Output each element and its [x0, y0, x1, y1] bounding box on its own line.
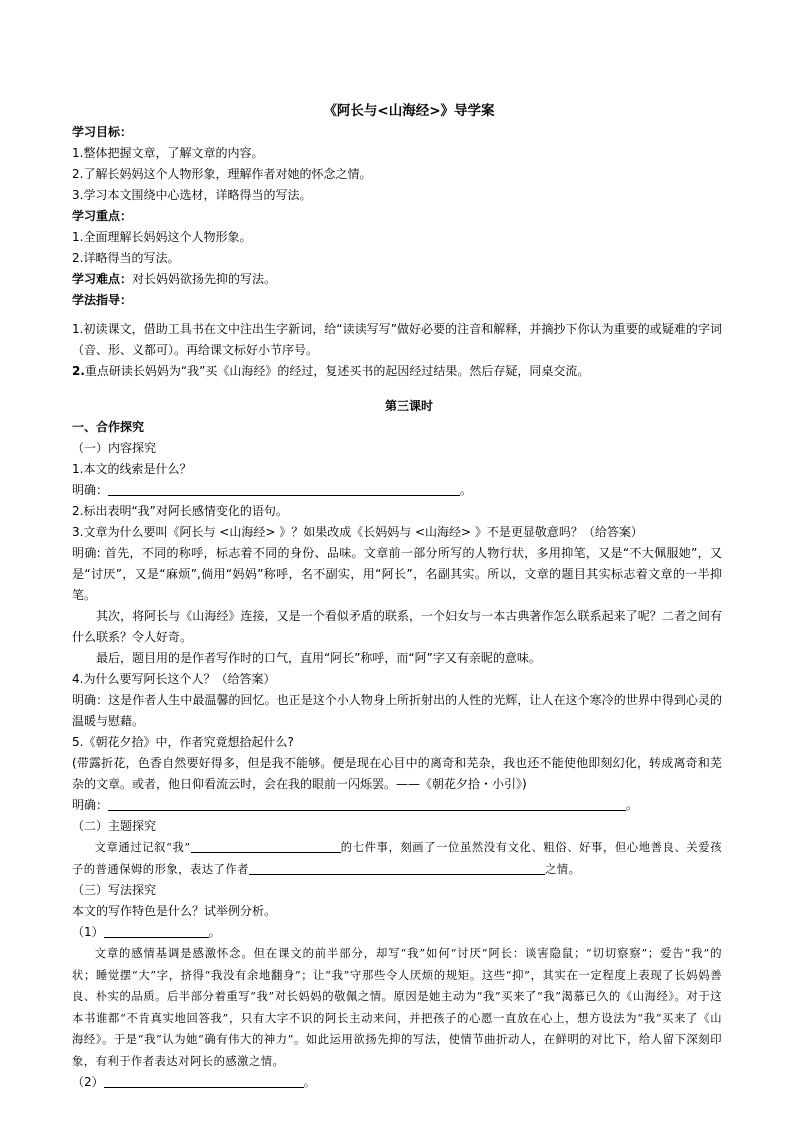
method-heading: 学法指导： — [72, 293, 133, 307]
goal-item: 1.整体把握文章，了解文章的内容。 — [72, 146, 264, 160]
answer-line-5: 明确： 。 — [72, 798, 639, 812]
theme-blank-2[interactable] — [249, 860, 545, 875]
theme-blank-1[interactable] — [191, 838, 341, 853]
goals-heading: 学习目标： — [72, 125, 133, 139]
question-5: 5.《朝花夕拾》中，作者究竟想拾起什么? — [72, 735, 294, 749]
answer-3-p2: 其次，将阿长与《山海经》连接，又是一个看似矛盾的联系，一个妇女与一本古典著作怎么联系起来了呢？二者之间有什么联系？令人好奇。 — [72, 609, 722, 644]
mingque-label: 明确： — [72, 483, 109, 497]
subsection-writing: （三）写法探究 — [72, 883, 157, 897]
difficulty-text: 对长妈妈欲扬先抑的写法。 — [132, 272, 277, 286]
writing-question: 本文的写作特色是什么？试举例分析。 — [72, 904, 277, 918]
goal-item: 3.学习本文围绕中心选材，详略得当的写法。 — [72, 188, 312, 202]
question-1: 1.本文的线索是什么？ — [72, 462, 192, 476]
writing-blank-2[interactable] — [104, 1073, 304, 1088]
key-point-item: 1.全面理解长妈妈这个人物形象。 — [72, 230, 252, 244]
answer-4: 明确：这是作者人生中最温馨的回忆。也正是这个小人物身上所折射出的人性的光辉，让人在这个寒冷的世界中得到心灵的温暖与慰藉。 — [72, 693, 722, 728]
key-point-item: 2.详略得当的写法。 — [72, 251, 180, 265]
question-3: 3.文章为什么要叫《阿长与 <山海经> 》？如果改成《长妈妈与 <山海经> 》不是更显敬意吗？（给答案） — [72, 525, 643, 539]
answer-line-1: 明确： 。 — [72, 483, 473, 497]
mingque-label: 明确： — [72, 798, 109, 812]
method-paragraph-1: 1.初读课文，借助工具书在文中注出生字新词，给“读读写写”做好必要的注音和解释，并摘抄下你认为重要的或疑难的字词（音、形、义都可）。再给课文标好小节序号。 — [72, 322, 722, 357]
theme-paragraph: 文章通过记叙“我” 的七件事，刻画了一位虽然没有文化、粗俗、好事，但心地善良、关爱孩子的普通保姆的形象，表达了作者 之情。 — [72, 837, 722, 880]
subsection-theme: （二）主题探究 — [72, 819, 157, 833]
writing-blank-1[interactable] — [104, 923, 209, 938]
subsection-content: （一）内容探究 — [72, 441, 157, 455]
key-points-heading: 学习重点： — [72, 209, 133, 223]
goal-item: 2.了解长妈妈这个人物形象，理解作者对她的怀念之情。 — [72, 167, 372, 181]
question-5-quote: (带露折花，色香自然要好得多，但是我不能够。便是现在心目中的离奇和芜杂，我也还不能使他即刻幻化，转成离奇和芜杂的文章。或者，他日仰看流云时，会在我的眼前一闪烁罢。——《朝花夕拾・小引》) — [72, 756, 722, 791]
section-heading: 一、合作探究 — [72, 420, 145, 434]
writing-item-2: （2） 。 — [72, 1075, 316, 1089]
difficulty-heading: 学习难点： — [72, 272, 133, 286]
method-p2-text: 重点研读长妈妈为“我”买《山海经》的经过，复述买书的起因经过结果。然后存疑，同桌交流。 — [84, 364, 590, 378]
document-page — [72, 100, 722, 1093]
answer-blank[interactable] — [108, 481, 460, 496]
question-2: 2.标出表明“我”对阿长感情变化的语句。 — [72, 504, 288, 518]
question-4: 4.为什么要写阿长这个人？（给答案） — [72, 672, 276, 686]
answer-3-p3: 最后，题目用的是作者写作时的口气，直用“阿长”称呼，而“阿”字又有亲昵的意味。 — [96, 651, 541, 665]
answer-3-p1: 明确: 首先，不同的称呼，标志着不同的身份、品味。文章前一部分所写的人物行状，多用抑笔，又是“不大佩服她”，又是“讨厌”，又是“麻烦”,倘用“妈妈”称呼，名不副实，用“阿长”，名副其实。所以，文章的题目其实标志着文章的一半抑笔。 — [72, 546, 722, 602]
answer-blank[interactable] — [108, 796, 626, 811]
lesson-title: 第三课时 — [384, 399, 433, 413]
writing-item-1: （1） 。 — [72, 925, 221, 939]
difficulty-line — [72, 269, 722, 290]
method-paragraph-2 — [72, 361, 722, 382]
writing-answer: 文章的感情基调是感激怀念。但在课文的前半部分，却写“我”如何“讨厌”阿长：谈害隐鼠；“切切察察”；爱告“我”的状；睡觉摆“大”字，挤得“我没有余地翻身”；让“我”守那些令人厌烦的规矩。这些“抑”，其实在一定程度上表现了长妈妈善良、朴实的品质。后半部分着重写“我”对长妈妈的敬佩之情。原因是她主动为“我”买来了“我”渴慕已久的《山海经》。对于这本书谁都“不肯真实地回答我”，只有大字不识的阿长主动来问，并把孩子的心愿一直放在心上，想方设法为“我”买来了《山海经》。于是“我”认为她“确有伟大的神力”。如此运用欲扬先抑的写法，使情节曲折动人，在鲜明的对比下，给人留下深刻印象，有利于作者表达对阿长的感激之情。 — [72, 947, 722, 1068]
method-p2-number: 2. — [72, 364, 85, 378]
page-title: 《阿长与<山海经>》导学案 — [323, 103, 495, 119]
